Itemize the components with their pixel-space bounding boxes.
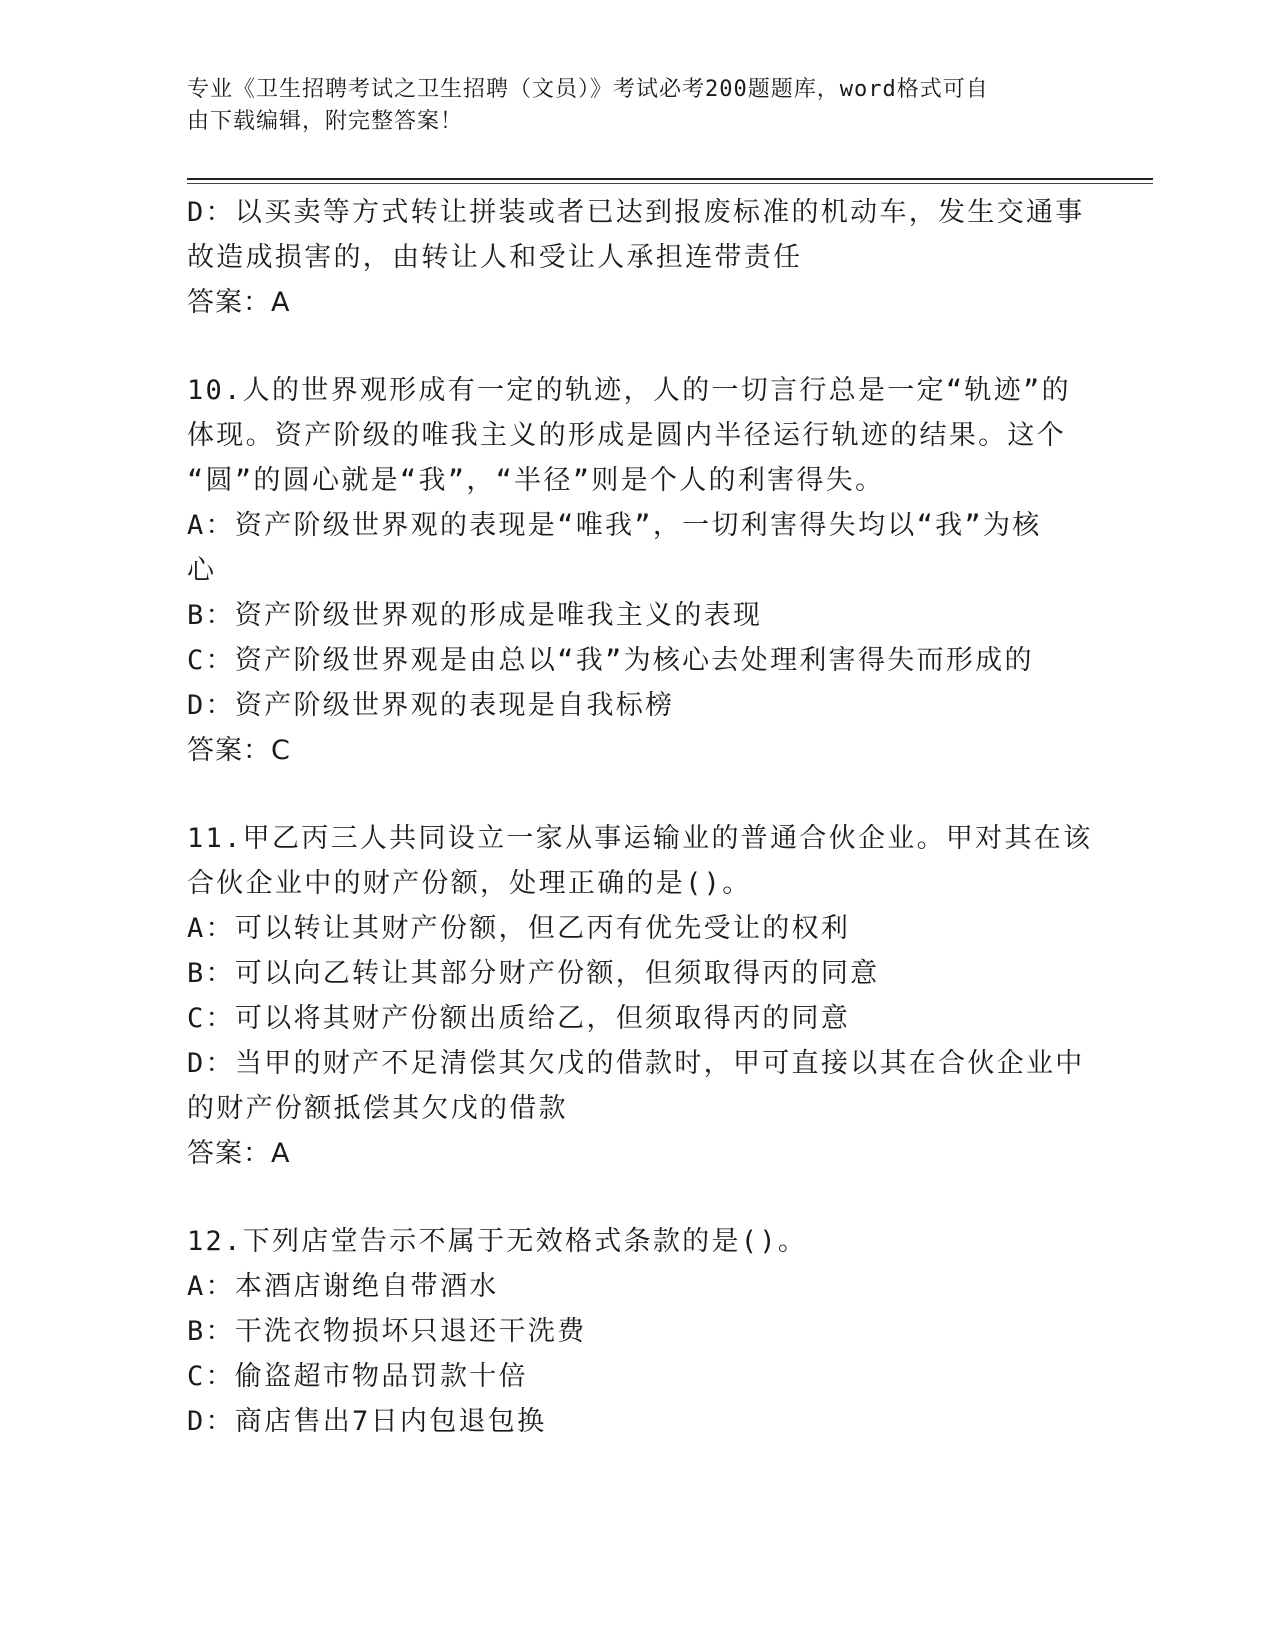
- q12-stem: 12.下列店堂告示不属于无效格式条款的是()。: [187, 1226, 808, 1257]
- q10-option-c: C：资产阶级世界观是由总以“我”为核心去处理利害得失而形成的: [187, 645, 1034, 676]
- q10-option-a-line-2: 心: [187, 555, 217, 586]
- q12-option-b: B：干洗衣物损坏只退还干洗费: [187, 1316, 587, 1347]
- document-header: [187, 74, 1067, 138]
- header-rule-thin: [187, 183, 1153, 184]
- q10-stem-line-1: 10.人的世界观形成有一定的轨迹，人的一切言行总是一定“轨迹”的: [187, 375, 1071, 406]
- q9-option-d-line-2: 故造成损害的，由转让人和受让人承担连带责任: [187, 242, 803, 273]
- q11-option-d-line-2: 的财产份额抵偿其欠戊的借款: [187, 1093, 568, 1124]
- q11-stem-line-2: 合伙企业中的财产份额，处理正确的是()。: [187, 868, 752, 899]
- spacer: [187, 773, 1087, 816]
- document-body: [187, 190, 1093, 1444]
- q10-stem-line-3: “圆”的圆心就是“我”，“半径”则是个人的利害得失。: [187, 465, 885, 496]
- q10-stem-line-2: 体现。资产阶级的唯我主义的形成是圆内半径运行轨迹的结果。这个: [187, 420, 1066, 451]
- q11-option-a: A：可以转让其财产份额，但乙丙有优先受让的权利: [187, 913, 851, 944]
- q10-answer: 答案：C: [187, 735, 291, 766]
- q9-answer: 答案：A: [187, 287, 291, 318]
- header-line-1: 专业《卫生招聘考试之卫生招聘（文员）》考试必考200题题库，word格式可自: [187, 77, 989, 102]
- q12-option-d: D：商店售出7日内包退包换: [187, 1406, 547, 1437]
- q11-stem-line-1: 11.甲乙丙三人共同设立一家从事运输业的普通合伙企业。甲对其在该: [187, 823, 1093, 854]
- q11-option-d-line-1: D：当甲的财产不足清偿其欠戊的借款时，甲可直接以其在合伙企业中: [187, 1048, 1085, 1079]
- q10-option-d: D：资产阶级世界观的表现是自我标榜: [187, 690, 675, 721]
- q11-option-b: B：可以向乙转让其部分财产份额，但须取得丙的同意: [187, 958, 880, 989]
- q11-option-c: C：可以将其财产份额出质给乙，但须取得丙的同意: [187, 1003, 851, 1034]
- q11-answer: 答案：A: [187, 1138, 291, 1169]
- header-line-2: 由下载编辑，附完整答案！: [187, 109, 464, 134]
- spacer: [187, 325, 1087, 368]
- header-rule-thick: [187, 178, 1153, 180]
- q12-option-a: A：本酒店谢绝自带酒水: [187, 1271, 499, 1302]
- q9-option-d-line-1: D：以买卖等方式转让拼装或者已达到报废标准的机动车，发生交通事: [187, 197, 1085, 228]
- q10-option-a-line-1: A：资产阶级世界观的表现是“唯我”，一切利害得失均以“我”为核: [187, 510, 1042, 541]
- spacer: [187, 1176, 1087, 1219]
- q12-option-c: C：偷盗超市物品罚款十倍: [187, 1361, 528, 1392]
- q10-option-b: B：资产阶级世界观的形成是唯我主义的表现: [187, 600, 763, 631]
